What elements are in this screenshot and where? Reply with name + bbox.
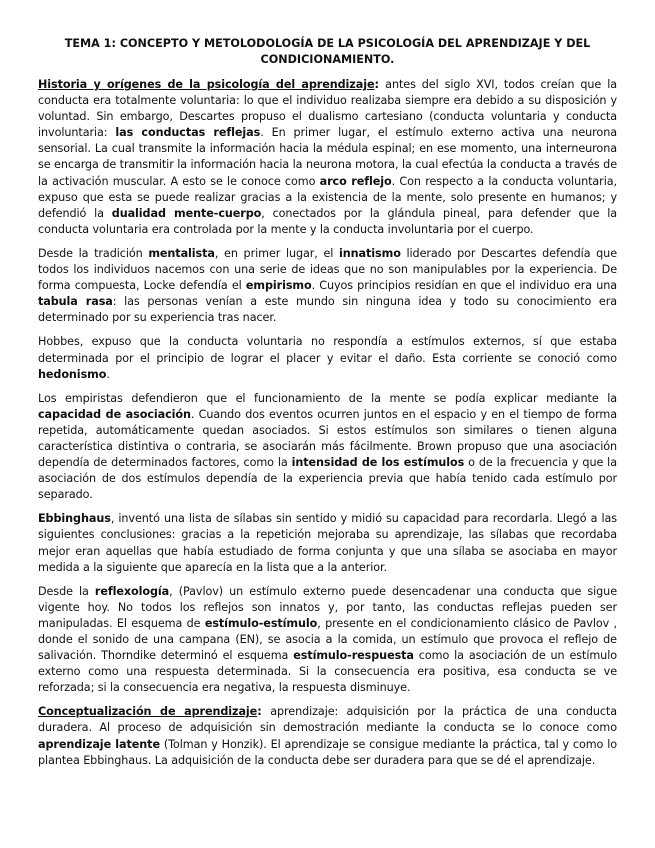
bold-term: empirismo (245, 279, 312, 293)
text-run: , conectados por la glándula pineal, para defender que la conducta voluntaria era controlada por la mente y la conducta involuntaria por el cuerpo. (38, 206, 617, 236)
bold-term: : (374, 78, 386, 91)
text-run: Los empiristas defendieron que el funcionamiento de la mente se podía explicar mediante la (38, 391, 617, 405)
text-run: Desde la tradición (38, 246, 149, 260)
text-run: aprendizaje: adquisición por la práctica de una conducta duradera. Al proceso de adquisición sin demostración mediante la conducta se lo conoce como (38, 705, 617, 735)
text-run: como la asociación de un estímulo externo como una respuesta determinada. Si la consecuencia era positiva, esa conducta se ve reforzada; si la consecuencia era negativa, la respuesta disminuye. (38, 649, 617, 695)
text-run: (Tolman y Honzik). El aprendizaje se consigue mediante la práctica, tal y como lo plantea Ebbinghaus. La adquisición de la conducta debe ser duradera para que se dé el aprendizaje. (38, 737, 617, 767)
paragraph (38, 77, 617, 238)
bold-term: reflexología (94, 584, 170, 598)
document-title: TEMA 1: CONCEPTO Y METOLODOLOGÍA DE LA PSICOLOGÍA DEL APRENDIZAJE Y DEL CONDICIONAMIENTO. (64, 37, 591, 66)
text-run: liderado por Descartes defendía que todos los individuos nacemos con una serie de ideas que no son manipulables por la experiencia. De forma compuesta, Locke defendía el (38, 246, 618, 293)
text-run: , en primer lugar, el (214, 246, 340, 260)
text-run: . En primer lugar, el estímulo externo activa una neurona sensorial. La cual transmite la información hacia la médula espinal; en ese momento, una interneurona se encarga de transmitir la información hacia la neurona motora, la cual efectúa la conducta a través de la activación muscular. A esto se le conoce como (38, 126, 617, 188)
bold-term: innatismo (339, 246, 401, 260)
document-body (38, 77, 617, 769)
bold-term: Ebbinghaus (38, 512, 111, 526)
document-page (38, 36, 617, 777)
paragraph (38, 511, 617, 575)
section-heading: Conceptualización de aprendizaje (38, 705, 258, 719)
paragraph (38, 704, 617, 768)
paragraph (38, 391, 617, 504)
text-run: Desde la (38, 584, 95, 598)
text-run: , (Pavlov) un estímulo externo puede desencadenar una conducta que sigue vigente hoy. No todos los reflejos son innatos y, por tanto, las conductas reflejas pueden ser manipuladas. El esquema de (38, 584, 617, 630)
bold-term: tabula rasa (38, 295, 113, 309)
text-run: antes del siglo XVI, todos creían que la conducta era totalmente voluntaria: lo que el individuo realizaba siempre era debido a su disposición y voluntad. Sin embargo, Descartes propuso el dualismo cartesiano (conducta voluntaria y conducta involuntaria: (38, 78, 617, 140)
text-run: Hobbes, expuso que la conducta voluntaria no respondía a estímulos externos, sí que estaba determinada por el principio de lograr el placer y evitar el daño. Esta corriente se conoció como (38, 335, 617, 365)
text-run: , inventó una lista de sílabas sin sentido y midió su capacidad para recordarla. Llegó a las siguientes conclusiones: gracias a la repetición mejoraba su aprendizaje, las sílabas que recordaba mejor eran aquellas que había estudiado de forma conjunta y que una sílaba se asociaba en mayor medida a la siguiente que aparecía en la lista que a la anterior. (38, 512, 617, 574)
section-heading: Historia y orígenes de la psicología del aprendizaje (38, 78, 375, 91)
section-heading-wrapper (38, 78, 374, 91)
bold-term: dualidad mente-cuerpo (111, 206, 262, 220)
bold-term: arco reflejo (319, 174, 392, 188)
paragraph (38, 584, 617, 697)
bold-term: estímulo-estímulo (204, 616, 318, 630)
paragraph (38, 246, 617, 326)
bold-term: aprendizaje latente (38, 737, 160, 751)
bold-term: las conductas reflejas (115, 126, 261, 140)
text-run: . (106, 367, 110, 381)
bold-term: mentalista (148, 246, 215, 260)
text-run: . Con respecto a la conducta voluntaria, expuso que esta se puede realizar gracias a la existencia de la mente, solo presente en humanos; y defendió la (38, 174, 617, 220)
bold-term: estímulo-respuesta (293, 649, 414, 663)
text-run: , presente en el condicionamiento clásico de Pavlov , donde el sonido de una campana (EN), se asocia a la comida, un estímulo que provoca el reflejo de salivación. Thorndike determinó el esquema (38, 616, 617, 663)
text-run: o de la frecuencia y que la asociación de dos estímulos dependía de la experiencia previa que había tenido cada estímulo por separado. (38, 456, 617, 502)
bold-term: : (257, 705, 271, 719)
section-heading-wrapper (38, 705, 257, 718)
bold-term: hedonismo (38, 367, 107, 381)
text-run: . Cuyos principios residían en que el individuo era una (311, 279, 617, 293)
text-run: : las personas venían a este mundo sin ninguna idea y todo su conocimiento era determinado por su experiencia tras nacer. (38, 295, 618, 325)
paragraph (38, 334, 617, 382)
bold-term: capacidad de asociación (38, 407, 191, 421)
bold-term: intensidad de los estímulos (291, 456, 465, 470)
text-run: . Cuando dos eventos ocurren juntos en el espacio y en el tiempo de forma repetida, automáticamente quedan asociados. Si estos estímulos son similares o tienen alguna característica distintiva o contraria, se asociarán más fácilmente. Brown propuso que una asociación dependía de determinados factores, como la (38, 407, 617, 470)
